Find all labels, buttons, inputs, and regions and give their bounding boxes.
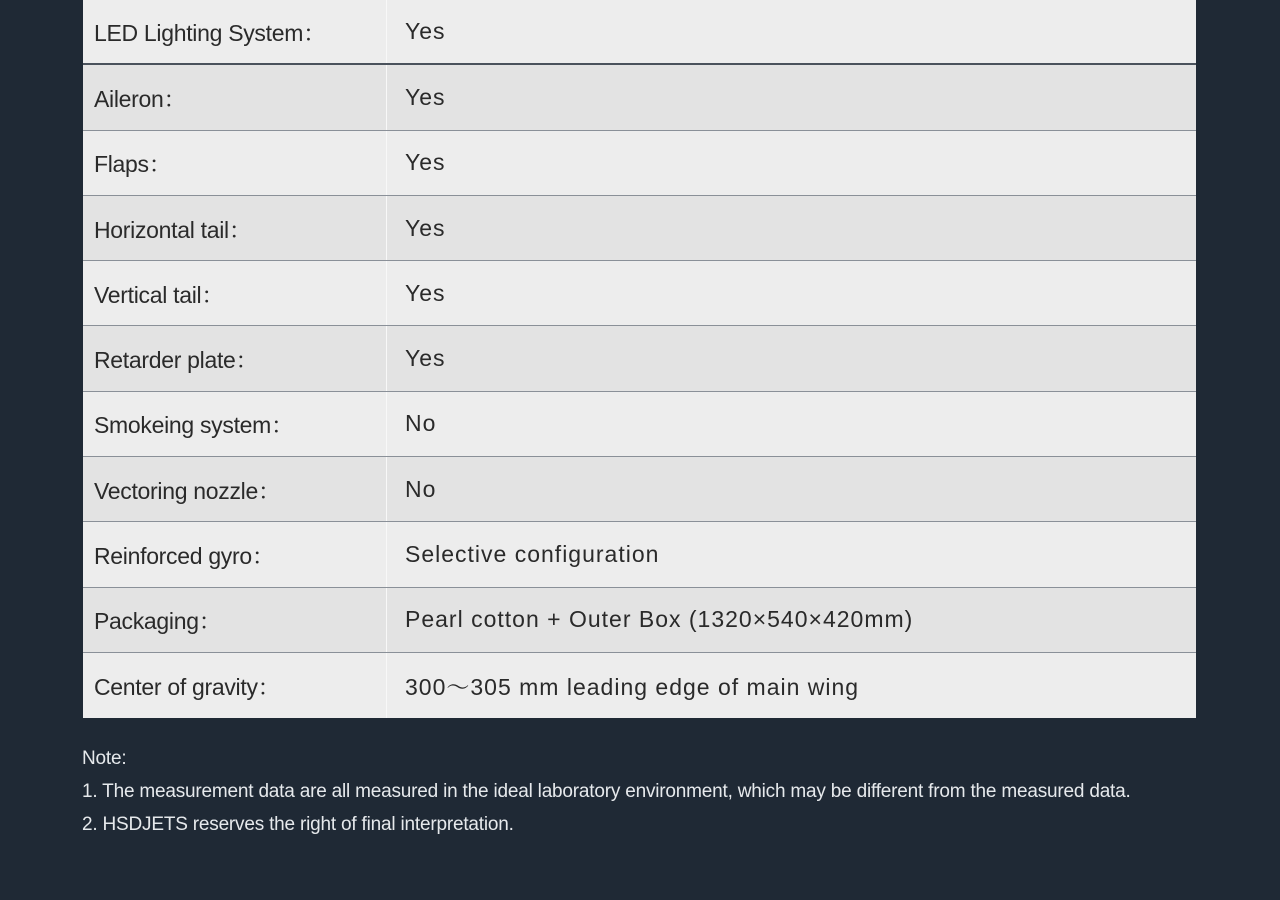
spec-label: Reinforced gyro： (83, 522, 387, 586)
spec-row-vectoring-nozzle (83, 457, 1196, 522)
spec-label: Packaging： (83, 588, 387, 652)
spec-label: LED Lighting System： (83, 0, 387, 63)
spec-value: Yes (405, 83, 446, 110)
spec-row-smoking-system (83, 392, 1196, 457)
spec-label: Retarder plate： (83, 326, 387, 390)
spec-row-led-lighting (83, 0, 1196, 65)
notes-heading: Note: (82, 748, 127, 769)
note-line-1: 1. The measurement data are all measured in the ideal laboratory environment, which may be different from the measured data. (82, 781, 1131, 802)
notes-section (82, 742, 1131, 841)
note-line-2: 2. HSDJETS reserves the right of final interpretation. (82, 814, 514, 835)
spec-value: No (405, 410, 437, 437)
spec-label: Vertical tail： (83, 261, 387, 325)
spec-value: Pearl cotton + Outer Box (1320×540×420mm) (405, 606, 914, 633)
spec-label: Aileron： (83, 65, 387, 129)
spec-label: Flaps： (83, 131, 387, 195)
spec-label: Center of gravity： (83, 653, 387, 718)
spec-label: Vectoring nozzle： (83, 457, 387, 521)
spec-row-center-of-gravity (83, 653, 1196, 718)
spec-label: Horizontal tail： (83, 196, 387, 260)
spec-row-vertical-tail (83, 261, 1196, 326)
spec-value: Yes (405, 149, 446, 176)
spec-row-aileron (83, 65, 1196, 130)
spec-label: Smokeing system： (83, 392, 387, 456)
spec-value: Yes (405, 279, 446, 306)
spec-row-reinforced-gyro (83, 522, 1196, 587)
spec-value: Selective configuration (405, 541, 660, 568)
spec-value: 300～305 mm leading edge of main wing (405, 674, 860, 701)
spec-value: Yes (405, 345, 446, 372)
spec-value: Yes (405, 214, 446, 241)
spec-row-retarder-plate (83, 326, 1196, 391)
spec-row-horizontal-tail (83, 196, 1196, 261)
spec-row-packaging (83, 588, 1196, 653)
spec-value: Yes (405, 18, 446, 45)
spec-value: No (405, 475, 437, 502)
spec-table (83, 0, 1196, 718)
spec-row-flaps (83, 131, 1196, 196)
